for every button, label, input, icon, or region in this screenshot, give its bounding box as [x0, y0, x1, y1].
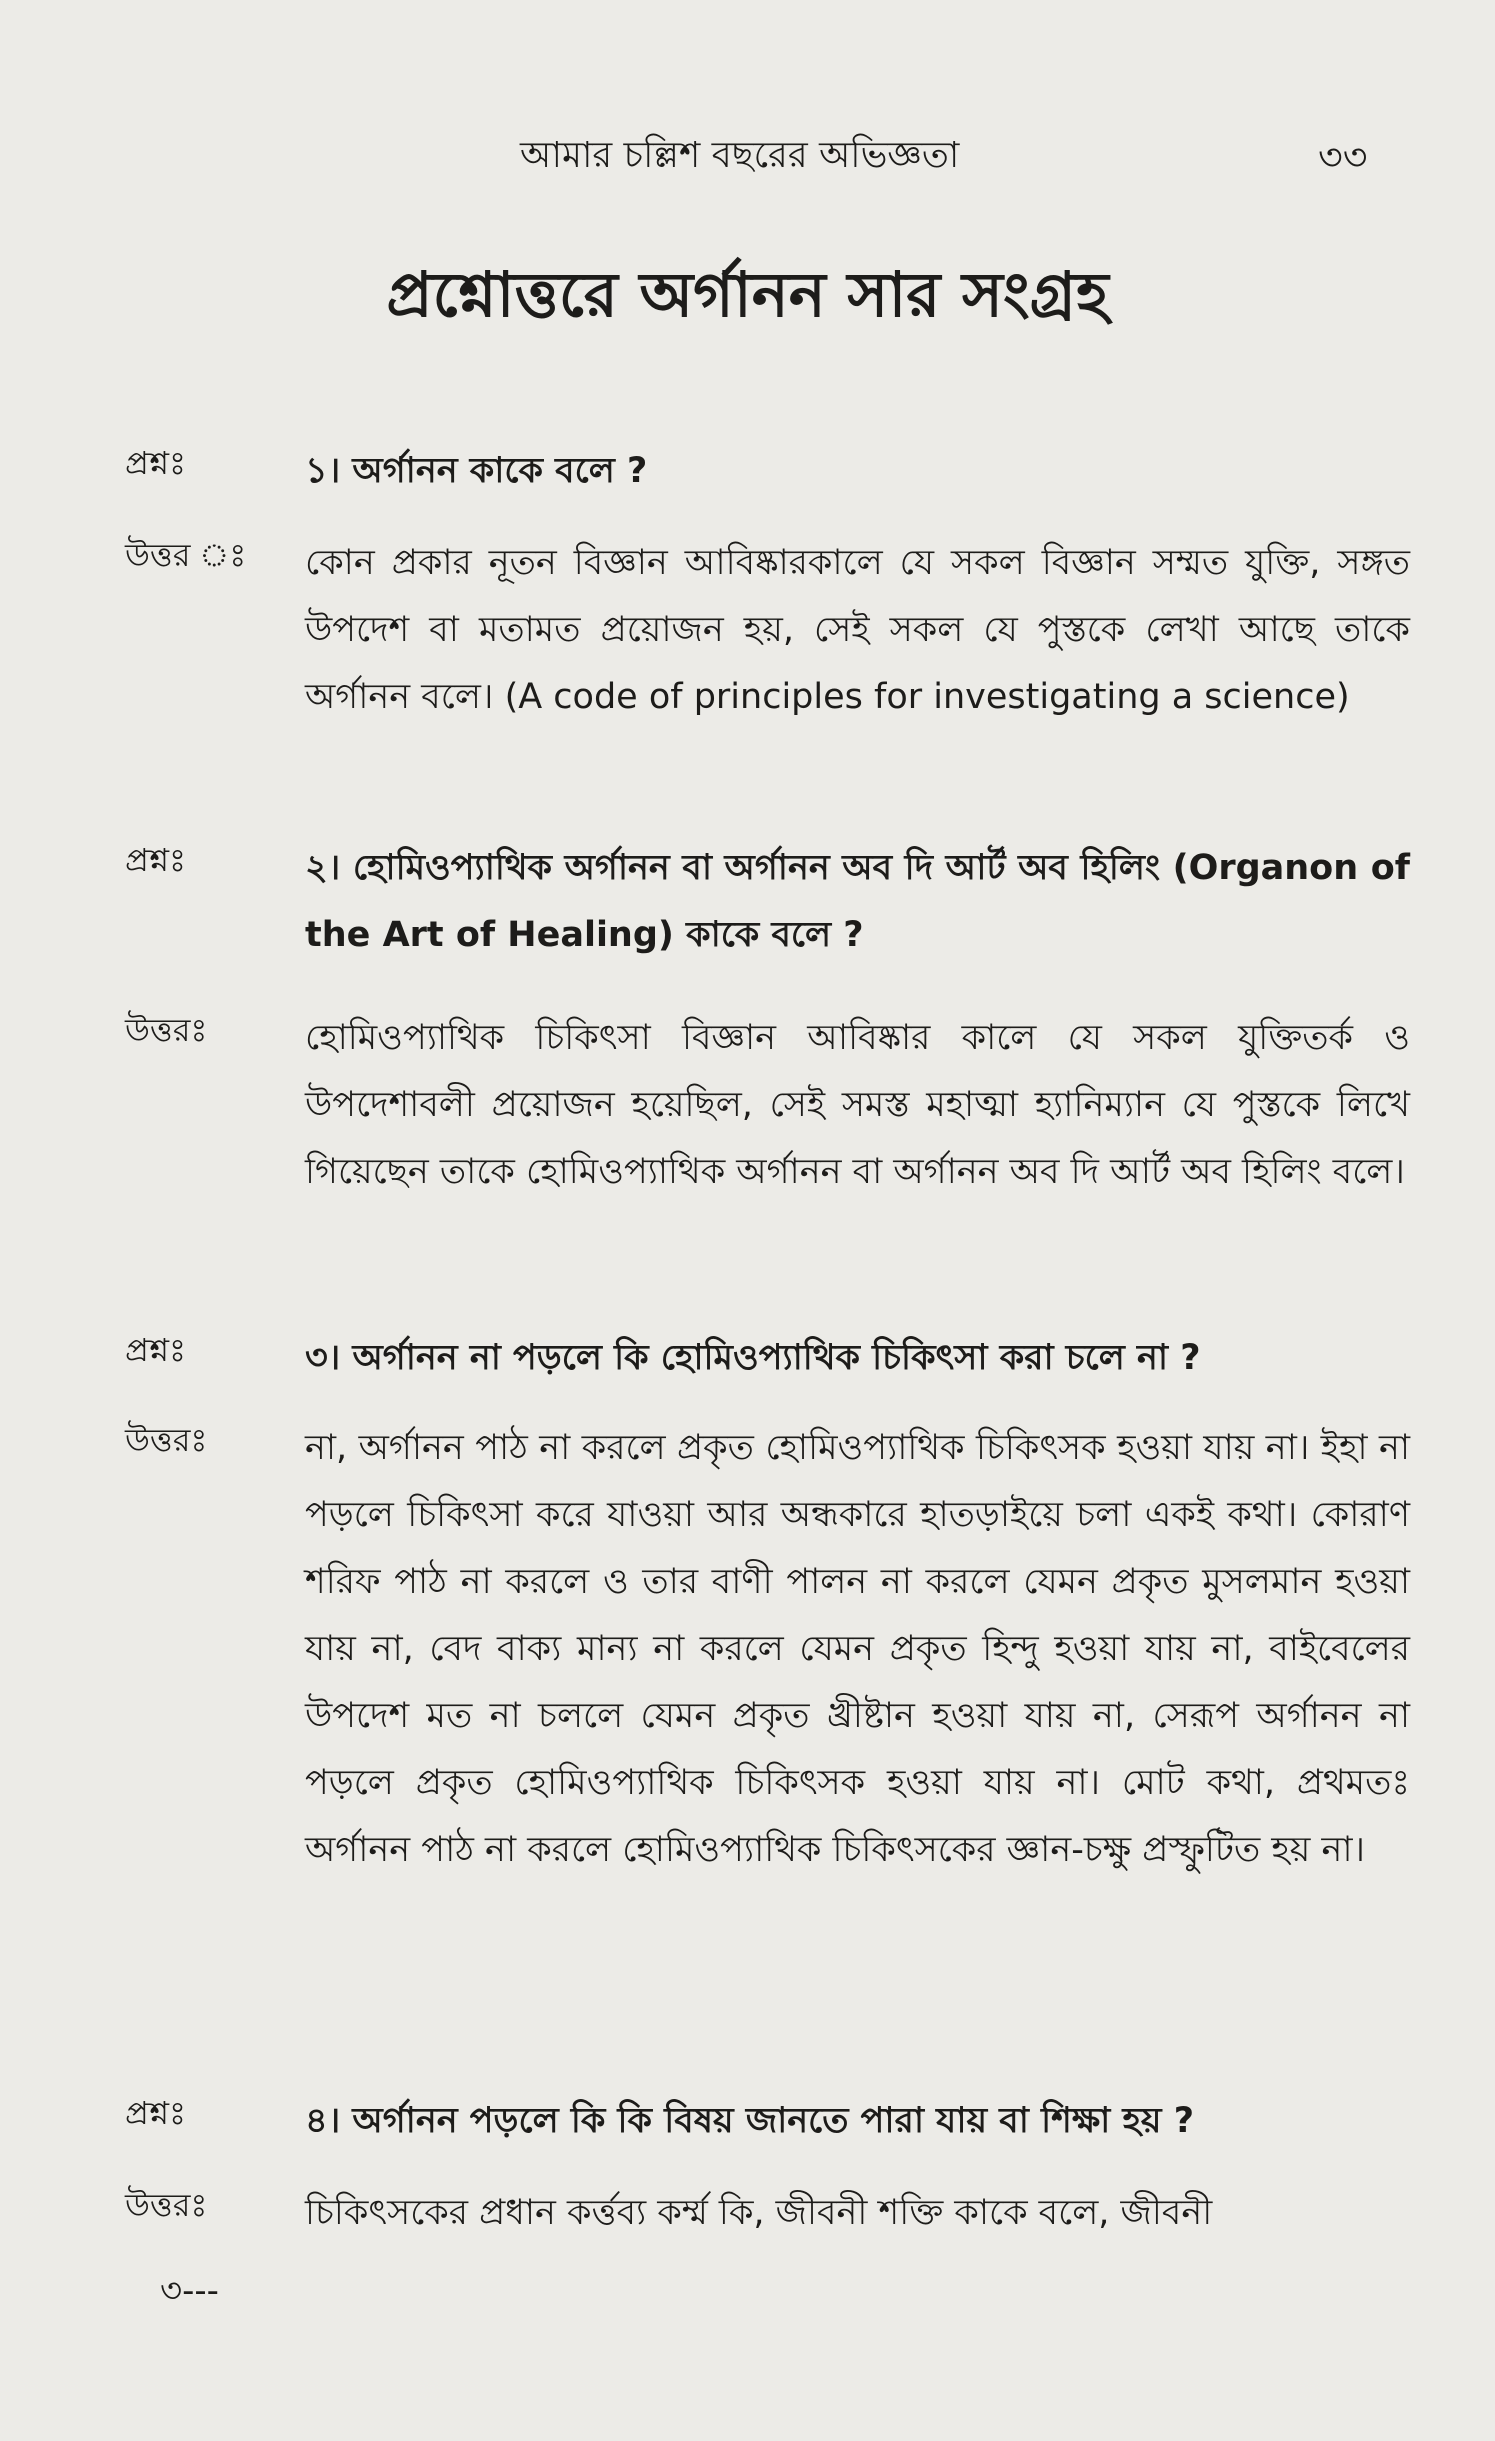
answer-text: হোমিওপ্যাথিক চিকিৎসা বিজ্ঞান আবিষ্কার কালে যে সকল যুক্তিতর্ক ও উপদেশাবলী প্রয়োজন হয়েছিল, সেই সমস্ত মহাত্মা হ্যানিম্যান যে পুস্তকে লিখে গিয়েছেন তাকে হোমিওপ্যাথিক অর্গানন বা অর্গানন অব দি আর্ট অব হিলিং বলে। — [305, 1018, 1410, 1192]
page-header — [0, 128, 1495, 188]
running-title: আমার চল্লিশ বছরের অভিজ্ঞতা — [520, 135, 960, 176]
question-label: প্রশ্নঃ — [125, 444, 187, 482]
answer-label: উত্তর ঃ — [125, 536, 247, 574]
question-label: প্রশ্নঃ — [125, 841, 187, 879]
question-label: প্রশ্নঃ — [125, 1331, 187, 1369]
answer-text: চিকিৎসকের প্রধান কর্ত্তব্য কর্ম্ম কি, জীবনী শক্তি কাকে বলে, জীবনী — [305, 2193, 1213, 2233]
signature-mark: ৩--- — [160, 2271, 219, 2311]
answer-label: উত্তরঃ — [125, 2186, 208, 2224]
question-text: ৪। অর্গানন পড়লে কি কি বিষয় জানতে পারা যায় বা শিক্ষা হয় ? — [305, 2101, 1195, 2141]
answer-text: না, অর্গানন পাঠ না করলে প্রকৃত হোমিওপ্যাথিক চিকিৎসক হওয়া যায় না। ইহা না পড়লে চিকিৎসা করে যাওয়া আর অন্ধকারে হাতড়াইয়ে চলা একই কথা। কোরাণ শরিফ পাঠ না করলে ও তার বাণী পালন না করলে যেমন প্রকৃত মুসলমান হওয়া যায় না, বেদ বাক্য মান্য না করলে যেমন প্রকৃত হিন্দু হওয়া যায় না, বাইবেলের উপদেশ মত না চললে যেমন প্রকৃত খ্রীষ্টান হওয়া যায় না, সেরূপ অর্গানন না পড়লে প্রকৃত হোমিওপ্যাথিক চিকিৎসক হওয়া যায় না। মোট কথা, প্রথমতঃ অর্গানন পাঠ না করলে হোমিওপ্যাথিক চিকিৎসকের জ্ঞান-চক্ষু প্রস্ফুটিত হয় না। — [305, 1428, 1410, 1870]
chapter-title: প্রশ্নোত্তরে অর্গানন সার সংগ্রহ — [386, 258, 1109, 331]
question-text: ১। অর্গানন কাকে বলে ? — [305, 451, 648, 491]
answer-text: কোন প্রকার নূতন বিজ্ঞান আবিষ্কারকালে যে সকল বিজ্ঞান সম্মত যুক্তি, সঙ্গত উপদেশ বা মতামত প্রয়োজন হয়, সেই সকল যে পুস্তকে লেখা আছে তাকে অর্গানন বলে। (A code of principles for investigating a science) — [305, 543, 1410, 717]
answer-label: উত্তরঃ — [125, 1011, 208, 1049]
question-text: ২। হোমিওপ্যাথিক অর্গানন বা অর্গানন অব দি আর্ট অব হিলিং (Organon of the Art of Healing) কাকে বলে ? — [305, 848, 1410, 955]
answer-label: উত্তরঃ — [125, 1421, 208, 1459]
question-text: ৩। অর্গানন না পড়লে কি হোমিওপ্যাথিক চিকিৎসা করা চলে না ? — [305, 1338, 1201, 1378]
page-number: ৩৩ — [1318, 135, 1368, 179]
question-label: প্রশ্নঃ — [125, 2094, 187, 2132]
